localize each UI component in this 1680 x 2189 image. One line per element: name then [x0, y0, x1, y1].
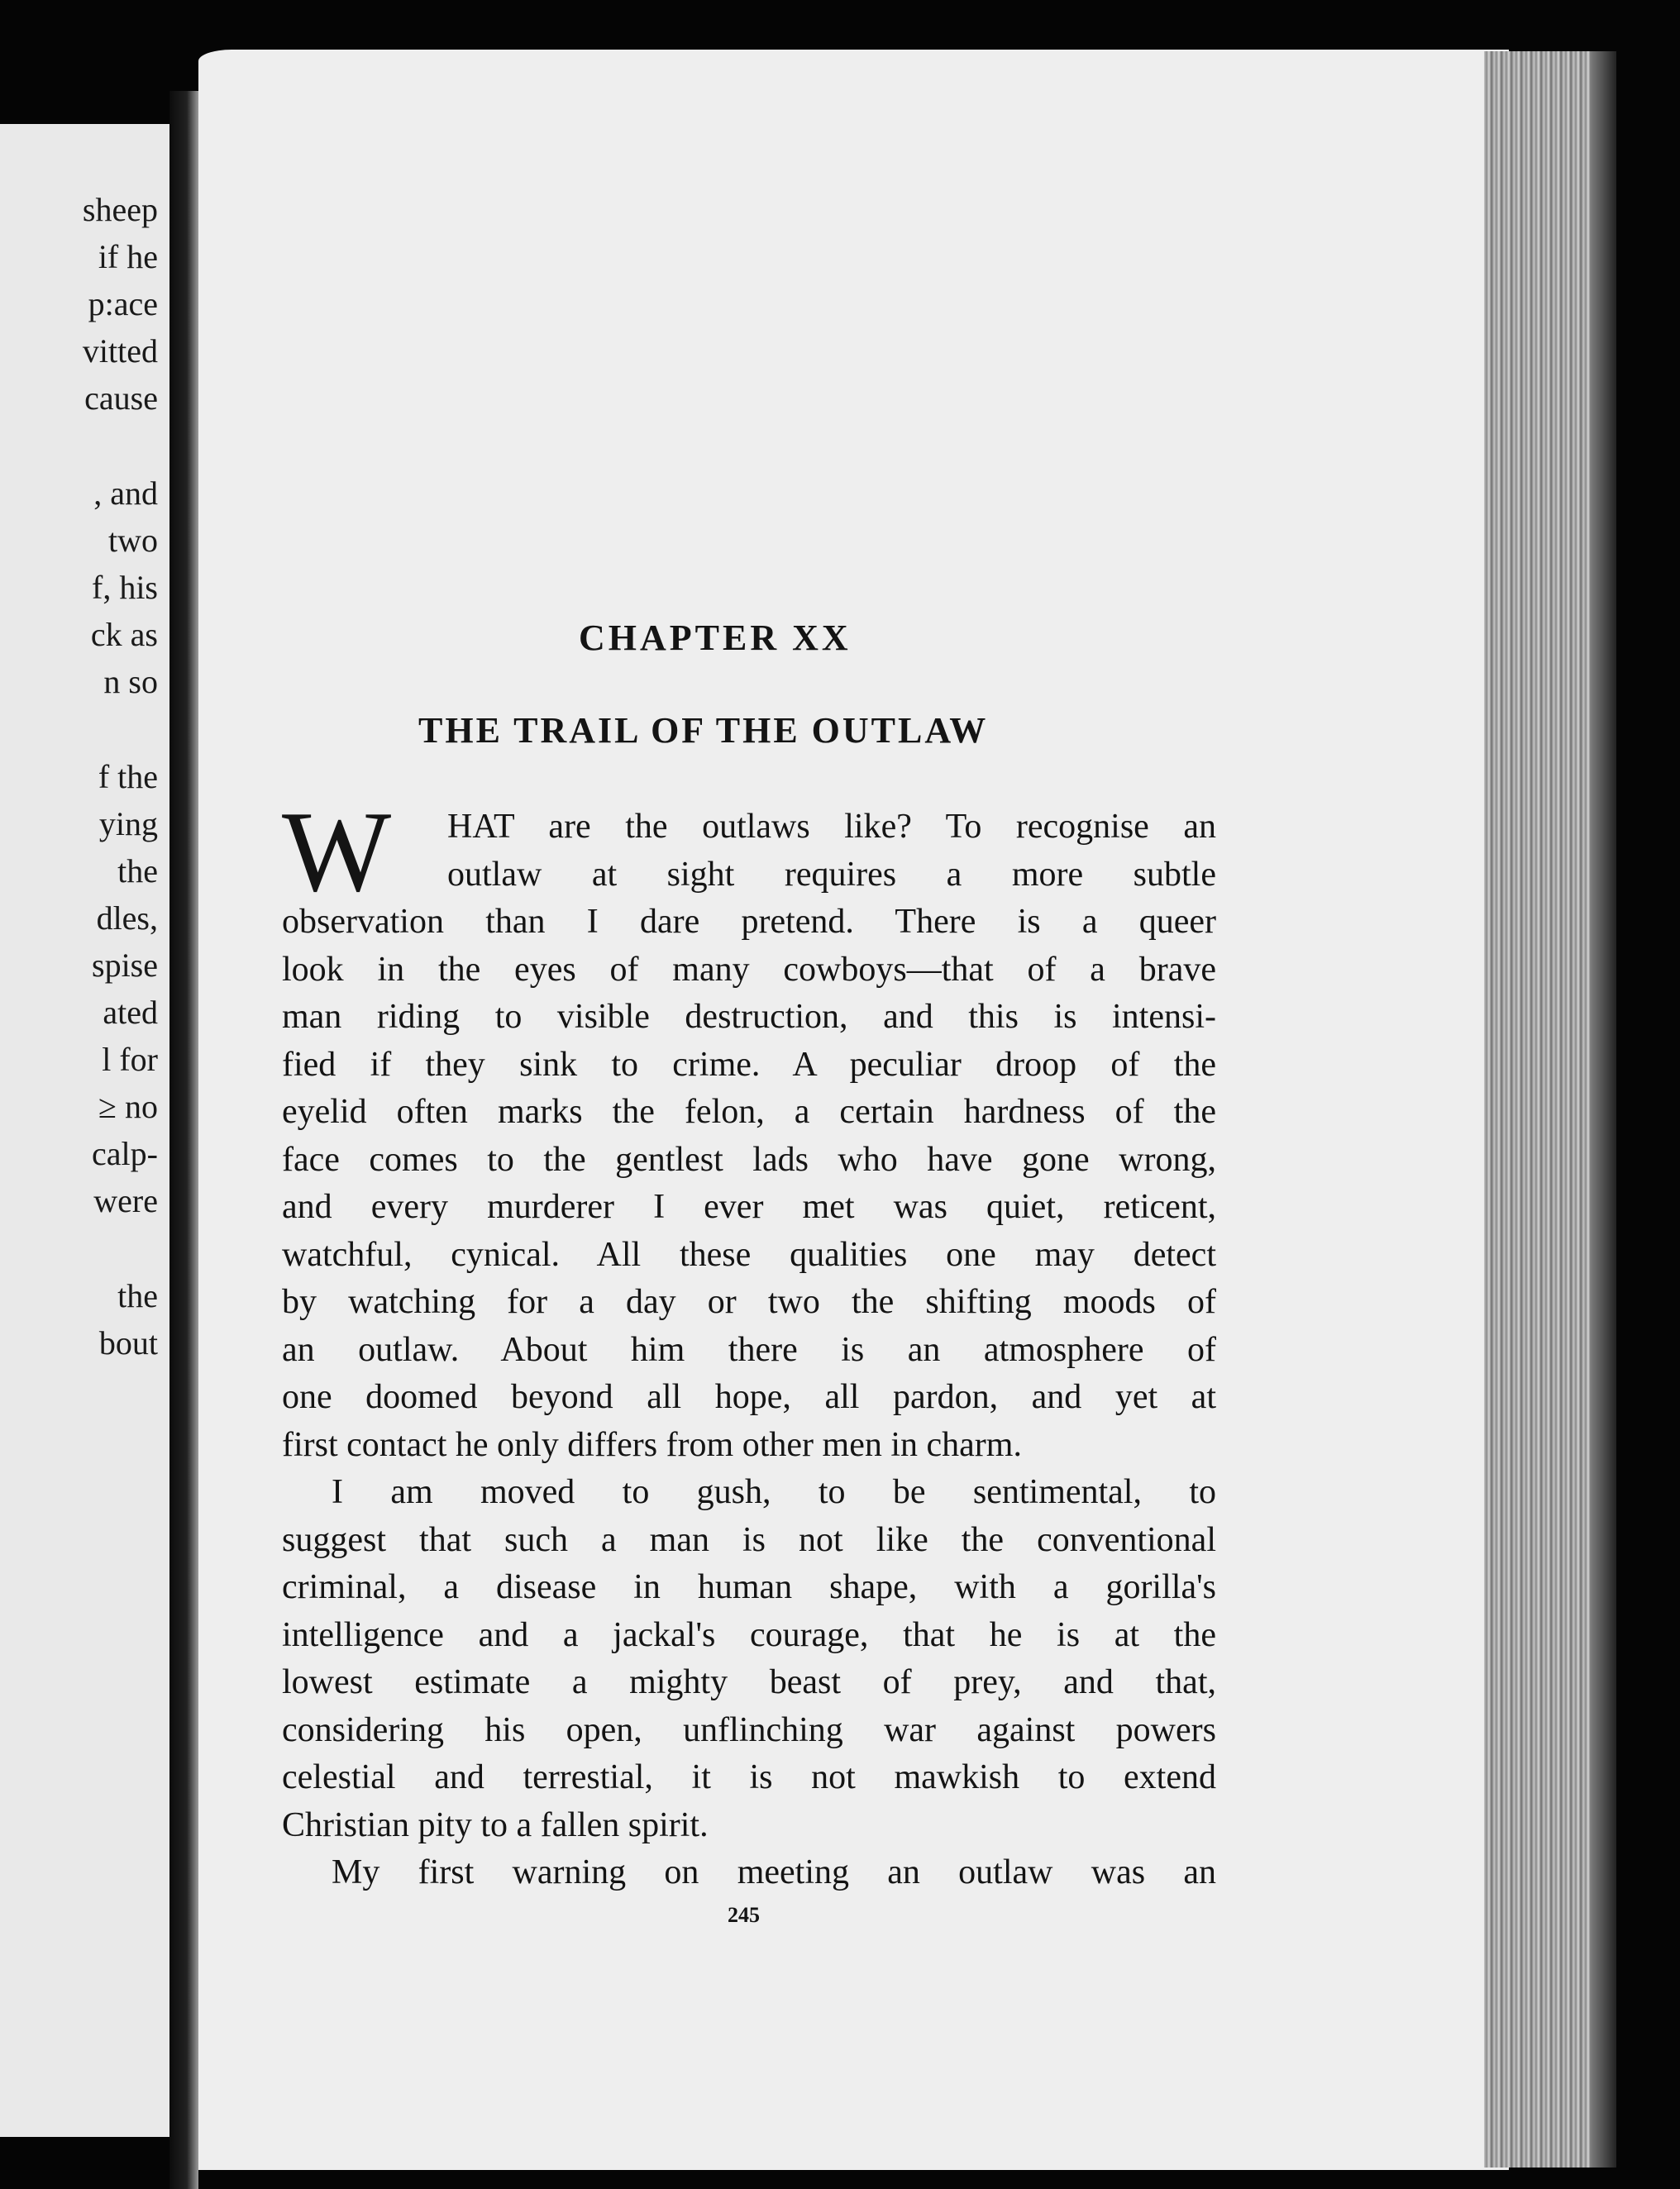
text-line: lowest estimate a mighty beast of prey, and that, [282, 1663, 1216, 1701]
left-page-line: bout [98, 1324, 158, 1362]
left-page-line: f, his [92, 569, 158, 606]
page-number: 245 [728, 1903, 760, 1927]
text-line: man riding to visible destruction, and this is intensi- [282, 998, 1216, 1036]
text-line: My first warning on meeting an outlaw was an [332, 1853, 1216, 1891]
chapter-title: THE TRAIL OF THE OUTLAW [418, 710, 989, 751]
page-edges [1484, 51, 1616, 2168]
left-page-line: dles, [96, 899, 158, 937]
left-page-line: spise [92, 947, 158, 984]
text-line: face comes to the gentlest lads who have gone wrong, [282, 1140, 1216, 1179]
text-line: fied if they sink to crime. A peculiar droop of the [282, 1045, 1216, 1084]
left-page-line: ying [98, 805, 158, 842]
chapter-number: CHAPTER XX [579, 618, 852, 658]
left-page-line: the [117, 1277, 158, 1314]
left-page-line: sheep [82, 191, 158, 228]
text-line: eyelid often marks the felon, a certain hardness of the [282, 1093, 1216, 1131]
text-line: an outlaw. About him there is an atmosphere of [282, 1330, 1216, 1369]
text-line: Christian pity to a fallen spirit. [282, 1805, 709, 1844]
left-page-line: ck as [90, 616, 158, 653]
text-line: celestial and terrestial, it is not mawkish to extend [282, 1758, 1216, 1796]
text-line: by watching for a day or two the shifting moods of [282, 1283, 1216, 1321]
text-line: suggest that such a man is not like the conventional [282, 1520, 1216, 1559]
text-line: HAT are the outlaws like? To recognise an [447, 808, 1216, 846]
left-page-line: were [93, 1182, 158, 1219]
left-page-line: , and [93, 475, 158, 512]
left-page-line: vitted [82, 332, 158, 370]
text-line: outlaw at sight requires a more subtle [447, 855, 1216, 894]
left-page-line: cause [84, 379, 158, 417]
left-page-line: n so [103, 663, 158, 700]
previous-page-fragment [0, 124, 169, 2137]
chapter-body [282, 788, 1216, 1897]
left-page-line: if he [98, 238, 158, 275]
text-line: criminal, a disease in human shape, with a gorilla's [282, 1568, 1216, 1606]
left-page-line: p:ace [88, 285, 158, 322]
left-page-line: calp- [92, 1135, 158, 1172]
left-page-line: l for [102, 1041, 158, 1078]
left-page-line: f the [98, 758, 158, 795]
left-page-line: ated [103, 994, 158, 1031]
left-page-line: ≥ no [98, 1088, 158, 1125]
drop-cap: W [282, 788, 392, 916]
text-line: and every murderer I ever met was quiet, reticent, [282, 1188, 1216, 1226]
text-line: considering his open, unflinching war against powers [282, 1710, 1216, 1749]
text-line: I am moved to gush, to be sentimental, to [332, 1473, 1216, 1511]
left-page-line: the [117, 852, 158, 889]
book-gutter [169, 91, 198, 2189]
text-line: first contact he only differs from other men in charm. [282, 1425, 1022, 1464]
text-line: observation than I dare pretend. There is a queer [282, 903, 1216, 941]
text-line: watchful, cynical. All these qualities one may detect [282, 1235, 1216, 1274]
left-page-line: two [108, 522, 158, 559]
text-line: look in the eyes of many cowboys—that of a brave [282, 950, 1216, 989]
text-line: intelligence and a jackal's courage, that he is at the [282, 1615, 1216, 1654]
text-line: one doomed beyond all hope, all pardon, and yet at [282, 1378, 1216, 1416]
